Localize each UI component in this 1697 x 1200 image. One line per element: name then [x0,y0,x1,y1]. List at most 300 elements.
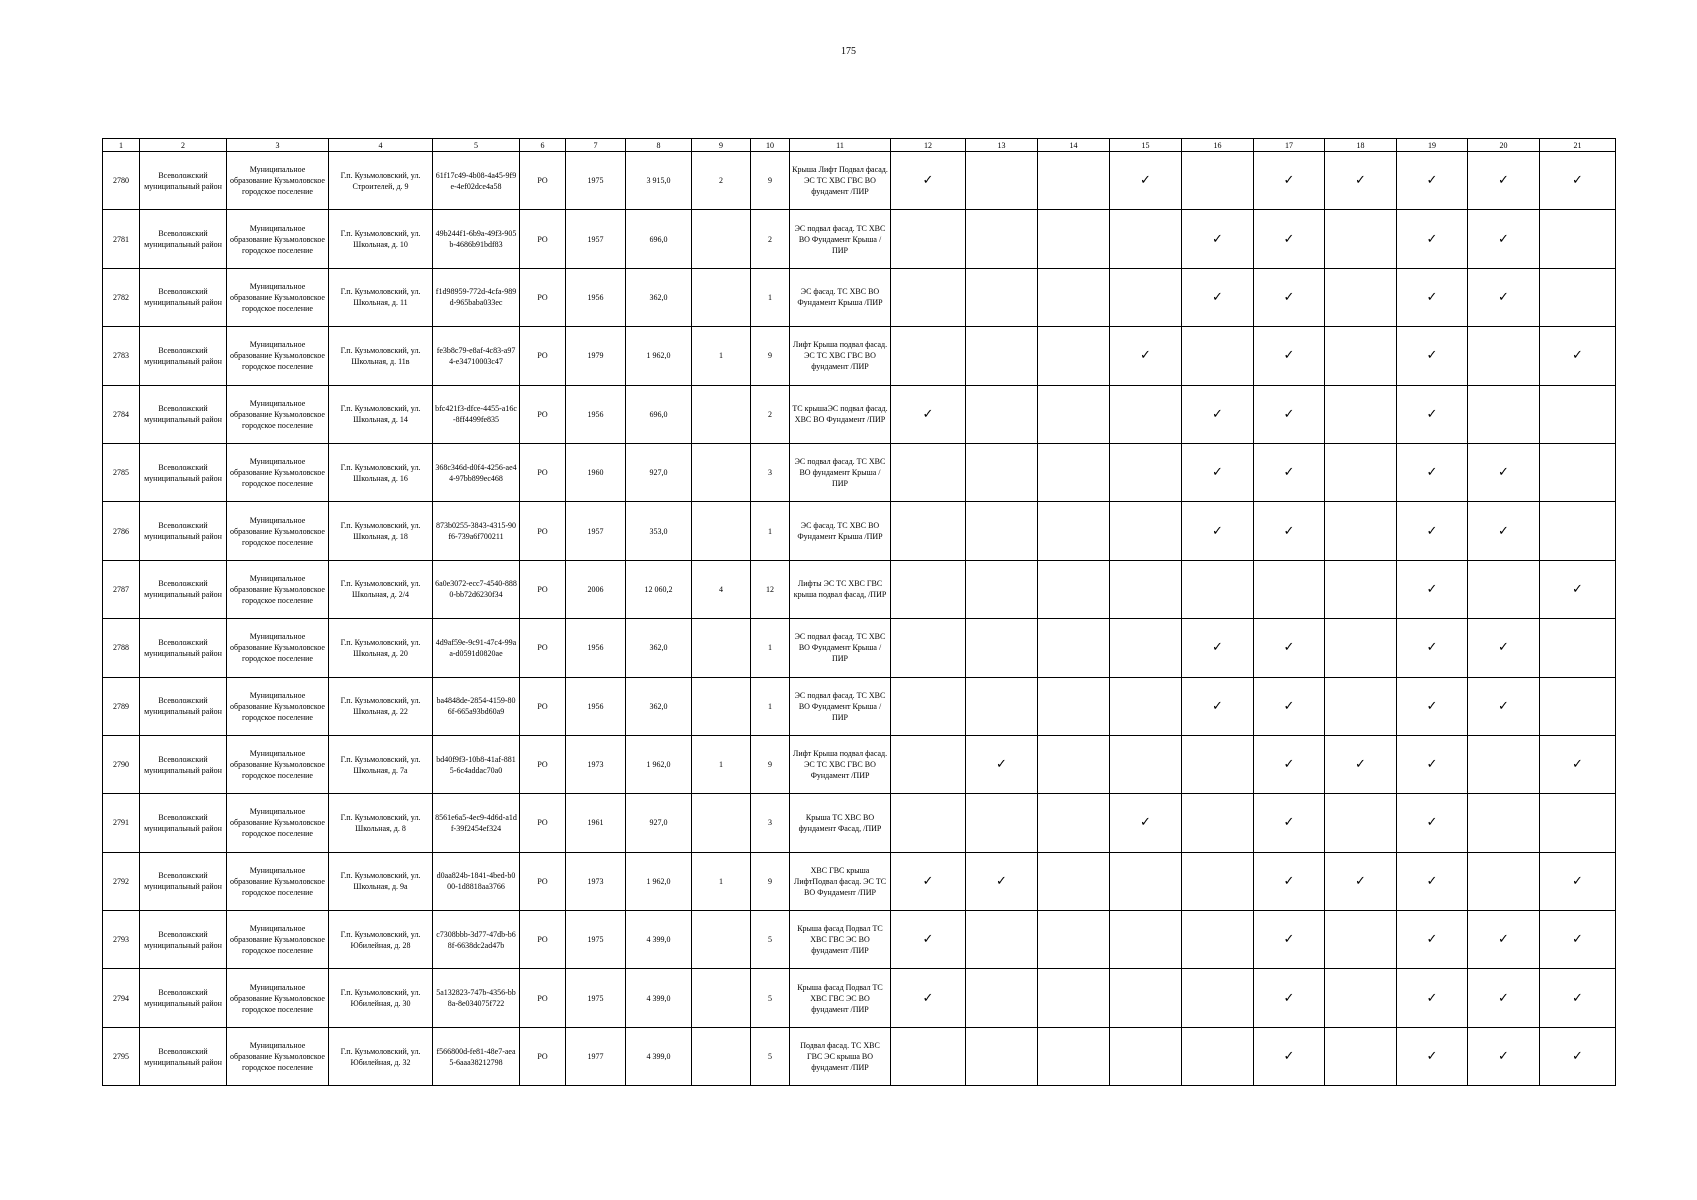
check-mark-icon: ✓ [1254,735,1325,793]
column-header-14: 14 [1038,139,1110,152]
empty-cell [1110,852,1182,910]
table-row [103,911,1616,969]
empty-cell [891,327,966,385]
col9-cell [692,502,751,560]
check-mark-icon: ✓ [1254,1027,1325,1085]
guid-cell: ba4848de-2854-4159-806f-665a93bd60a9 [433,677,520,735]
empty-cell [1540,210,1616,268]
empty-cell [1468,385,1540,443]
empty-cell [1325,327,1397,385]
area-cell: 1 962,0 [626,735,692,793]
col9-cell [692,794,751,852]
empty-cell [966,327,1038,385]
empty-cell [1110,443,1182,501]
year-cell: 1973 [566,852,626,910]
check-mark-icon: ✓ [1468,502,1540,560]
works-cell: ЭС фасад. ТС ХВС ВО Фундамент Крыша /ПИР [790,268,891,326]
type-cell: РО [520,852,566,910]
area-cell: 3 915,0 [626,152,692,210]
row-number: 2781 [103,210,140,268]
table-row [103,735,1616,793]
type-cell: РО [520,152,566,210]
type-cell: РО [520,677,566,735]
empty-cell [966,969,1038,1027]
col9-cell [692,210,751,268]
table-body [103,152,1616,1086]
check-mark-icon: ✓ [1254,210,1325,268]
empty-cell [1038,1027,1110,1085]
empty-cell [1110,911,1182,969]
municipality-cell: Муниципальное образование Кузьмоловское городское поселение [227,1027,329,1085]
empty-cell [1254,560,1325,618]
district-cell: Всеволожский муниципальный район [140,619,227,677]
empty-cell [1110,677,1182,735]
works-cell: ЭС фасад. ТС ХВС ВО Фундамент Крыша /ПИР [790,502,891,560]
col10-cell: 2 [751,385,790,443]
empty-cell [891,619,966,677]
address-cell: Г.п. Кузьмоловский, ул. Школьная, д. 7а [329,735,433,793]
empty-cell [1110,969,1182,1027]
check-mark-icon: ✓ [1110,794,1182,852]
address-cell: Г.п. Кузьмоловский, ул. Школьная, д. 11 [329,268,433,326]
check-mark-icon: ✓ [1397,327,1468,385]
empty-cell [1110,210,1182,268]
district-cell: Всеволожский муниципальный район [140,210,227,268]
check-mark-icon: ✓ [1254,327,1325,385]
guid-cell: fe3b8c79-e8af-4c83-a974-e34710003c47 [433,327,520,385]
empty-cell [1468,852,1540,910]
area-cell: 927,0 [626,443,692,501]
table-row [103,677,1616,735]
municipality-cell: Муниципальное образование Кузьмоловское городское поселение [227,502,329,560]
table-row [103,969,1616,1027]
address-cell: Г.п. Кузьмоловский, ул. Школьная, д. 22 [329,677,433,735]
year-cell: 1975 [566,911,626,969]
empty-cell [1038,560,1110,618]
area-cell: 1 962,0 [626,852,692,910]
type-cell: РО [520,735,566,793]
municipality-cell: Муниципальное образование Кузьмоловское городское поселение [227,794,329,852]
column-header-17: 17 [1254,139,1325,152]
empty-cell [1182,794,1254,852]
column-header-15: 15 [1110,139,1182,152]
check-mark-icon: ✓ [1254,794,1325,852]
col10-cell: 5 [751,911,790,969]
empty-cell [1325,385,1397,443]
col9-cell [692,911,751,969]
year-cell: 1979 [566,327,626,385]
year-cell: 1956 [566,268,626,326]
guid-cell: f566800d-fe81-48e7-aea5-6aaa38212798 [433,1027,520,1085]
table-row [103,443,1616,501]
area-cell: 362,0 [626,268,692,326]
check-mark-icon: ✓ [1397,385,1468,443]
col9-cell: 1 [692,735,751,793]
empty-cell [891,268,966,326]
municipality-cell: Муниципальное образование Кузьмоловское городское поселение [227,619,329,677]
empty-cell [1182,852,1254,910]
area-cell: 696,0 [626,385,692,443]
check-mark-icon: ✓ [1397,677,1468,735]
empty-cell [1038,852,1110,910]
col10-cell: 1 [751,268,790,326]
check-mark-icon: ✓ [1540,969,1616,1027]
empty-cell [1038,152,1110,210]
year-cell: 1975 [566,969,626,1027]
empty-cell [966,385,1038,443]
col9-cell: 1 [692,327,751,385]
check-mark-icon: ✓ [1540,1027,1616,1085]
empty-cell [966,677,1038,735]
check-mark-icon: ✓ [891,852,966,910]
check-mark-icon: ✓ [891,969,966,1027]
year-cell: 1956 [566,385,626,443]
district-cell: Всеволожский муниципальный район [140,852,227,910]
check-mark-icon: ✓ [1468,969,1540,1027]
guid-cell: 4d9af59e-9c91-47c4-99aa-d0591d0820ae [433,619,520,677]
empty-cell [1110,560,1182,618]
check-mark-icon: ✓ [1468,268,1540,326]
type-cell: РО [520,619,566,677]
district-cell: Всеволожский муниципальный район [140,677,227,735]
works-cell: Крыша фасад Подвал ТС ХВС ГВС ЭС ВО фундамент /ПИР [790,911,891,969]
empty-cell [1540,677,1616,735]
works-cell: Крыша фасад Подвал ТС ХВС ГВС ЭС ВО фундамент /ПИР [790,969,891,1027]
check-mark-icon: ✓ [1325,852,1397,910]
district-cell: Всеволожский муниципальный район [140,794,227,852]
check-mark-icon: ✓ [1468,443,1540,501]
table-row [103,794,1616,852]
year-cell: 1961 [566,794,626,852]
works-cell: Крыша Лифт Подвал фасад. ЭС ТС ХВС ГВС ВО фундамент /ПИР [790,152,891,210]
row-number: 2793 [103,911,140,969]
address-cell: Г.п. Кузьмоловский, ул. Строителей, д. 9 [329,152,433,210]
col10-cell: 9 [751,327,790,385]
row-number: 2791 [103,794,140,852]
col10-cell: 5 [751,1027,790,1085]
empty-cell [891,677,966,735]
check-mark-icon: ✓ [1397,210,1468,268]
municipality-cell: Муниципальное образование Кузьмоловское городское поселение [227,735,329,793]
empty-cell [1325,969,1397,1027]
type-cell: РО [520,911,566,969]
check-mark-icon: ✓ [1182,619,1254,677]
column-header-3: 3 [227,139,329,152]
year-cell: 1977 [566,1027,626,1085]
empty-cell [1110,1027,1182,1085]
row-number: 2784 [103,385,140,443]
empty-cell [966,794,1038,852]
check-mark-icon: ✓ [1468,911,1540,969]
check-mark-icon: ✓ [1254,911,1325,969]
check-mark-icon: ✓ [1254,443,1325,501]
check-mark-icon: ✓ [1397,1027,1468,1085]
guid-cell: d0aa824b-1841-4bed-b000-1d8818aa3766 [433,852,520,910]
empty-cell [1325,619,1397,677]
row-number: 2785 [103,443,140,501]
table-row [103,210,1616,268]
col10-cell: 1 [751,619,790,677]
municipality-cell: Муниципальное образование Кузьмоловское городское поселение [227,677,329,735]
table-row [103,327,1616,385]
empty-cell [1325,794,1397,852]
empty-cell [1038,385,1110,443]
year-cell: 1956 [566,677,626,735]
guid-cell: 6a0e3072-ecc7-4540-8880-bb72d6230f34 [433,560,520,618]
row-number: 2783 [103,327,140,385]
area-cell: 1 962,0 [626,327,692,385]
check-mark-icon: ✓ [1468,677,1540,735]
empty-cell [1110,502,1182,560]
row-number: 2790 [103,735,140,793]
table-row [103,268,1616,326]
address-cell: Г.п. Кузьмоловский, ул. Школьная, д. 14 [329,385,433,443]
empty-cell [1325,268,1397,326]
col10-cell: 3 [751,794,790,852]
guid-cell: bfc421f3-dfce-4455-a16c-8ff4499fe835 [433,385,520,443]
check-mark-icon: ✓ [1397,619,1468,677]
empty-cell [1038,210,1110,268]
check-mark-icon: ✓ [1254,502,1325,560]
col9-cell [692,268,751,326]
column-header-7: 7 [566,139,626,152]
check-mark-icon: ✓ [1254,677,1325,735]
guid-cell: f1d98959-772d-4cfa-989d-965baba033ec [433,268,520,326]
empty-cell [1325,677,1397,735]
check-mark-icon: ✓ [891,911,966,969]
empty-cell [1038,443,1110,501]
check-mark-icon: ✓ [1110,152,1182,210]
row-number: 2795 [103,1027,140,1085]
check-mark-icon: ✓ [1397,268,1468,326]
check-mark-icon: ✓ [1397,560,1468,618]
col9-cell [692,1027,751,1085]
col9-cell [692,619,751,677]
col10-cell: 1 [751,677,790,735]
type-cell: РО [520,560,566,618]
guid-cell: c7308bbb-3d77-47db-b68f-6638dc2ad47b [433,911,520,969]
address-cell: Г.п. Кузьмоловский, ул. Юбилейная, д. 28 [329,911,433,969]
empty-cell [891,210,966,268]
check-mark-icon: ✓ [1540,560,1616,618]
empty-cell [1038,969,1110,1027]
column-header-19: 19 [1397,139,1468,152]
empty-cell [1038,677,1110,735]
table-row [103,852,1616,910]
empty-cell [1468,735,1540,793]
municipality-cell: Муниципальное образование Кузьмоловское городское поселение [227,268,329,326]
district-cell: Всеволожский муниципальный район [140,1027,227,1085]
empty-cell [1325,443,1397,501]
empty-cell [966,210,1038,268]
check-mark-icon: ✓ [1182,210,1254,268]
area-cell: 362,0 [626,677,692,735]
col10-cell: 12 [751,560,790,618]
col10-cell: 1 [751,502,790,560]
works-cell: ЭС подвал фасад. ТС ХВС ВО Фундамент Крыша /ПИР [790,210,891,268]
row-number: 2787 [103,560,140,618]
col9-cell: 4 [692,560,751,618]
guid-cell: 49b244f1-6b9a-49f3-905b-4686b91bdf83 [433,210,520,268]
col9-cell [692,385,751,443]
row-number: 2794 [103,969,140,1027]
empty-cell [1325,502,1397,560]
registry-table [102,138,1616,1086]
column-header-11: 11 [790,139,891,152]
empty-cell [1540,443,1616,501]
check-mark-icon: ✓ [1254,619,1325,677]
empty-cell [1038,794,1110,852]
check-mark-icon: ✓ [1397,969,1468,1027]
municipality-cell: Муниципальное образование Кузьмоловское городское поселение [227,327,329,385]
column-header-13: 13 [966,139,1038,152]
column-header-6: 6 [520,139,566,152]
type-cell: РО [520,210,566,268]
empty-cell [966,560,1038,618]
year-cell: 1960 [566,443,626,501]
municipality-cell: Муниципальное образование Кузьмоловское городское поселение [227,152,329,210]
address-cell: Г.п. Кузьмоловский, ул. Школьная, д. 8 [329,794,433,852]
municipality-cell: Муниципальное образование Кузьмоловское городское поселение [227,443,329,501]
type-cell: РО [520,1027,566,1085]
address-cell: Г.п. Кузьмоловский, ул. Школьная, д. 11в [329,327,433,385]
table-row [103,152,1616,210]
year-cell: 1975 [566,152,626,210]
column-header-21: 21 [1540,139,1616,152]
check-mark-icon: ✓ [1468,1027,1540,1085]
empty-cell [966,268,1038,326]
col10-cell: 9 [751,152,790,210]
page-number: 175 [841,46,856,57]
empty-cell [1182,911,1254,969]
empty-cell [1038,268,1110,326]
address-cell: Г.п. Кузьмоловский, ул. Школьная, д. 16 [329,443,433,501]
empty-cell [1110,735,1182,793]
empty-cell [1182,327,1254,385]
municipality-cell: Муниципальное образование Кузьмоловское городское поселение [227,911,329,969]
empty-cell [1468,327,1540,385]
empty-cell [966,619,1038,677]
check-mark-icon: ✓ [1182,502,1254,560]
works-cell: Крыша ТС ХВС ВО фундамент Фасад, /ПИР [790,794,891,852]
municipality-cell: Муниципальное образование Кузьмоловское городское поселение [227,385,329,443]
check-mark-icon: ✓ [1325,152,1397,210]
empty-cell [966,911,1038,969]
empty-cell [1038,911,1110,969]
check-mark-icon: ✓ [1397,794,1468,852]
check-mark-icon: ✓ [1397,735,1468,793]
column-header-18: 18 [1325,139,1397,152]
check-mark-icon: ✓ [1540,852,1616,910]
year-cell: 1956 [566,619,626,677]
guid-cell: 61f17c49-4b08-4a45-9f9e-4ef02dce4a58 [433,152,520,210]
municipality-cell: Муниципальное образование Кузьмоловское городское поселение [227,210,329,268]
column-header-16: 16 [1182,139,1254,152]
check-mark-icon: ✓ [1254,852,1325,910]
address-cell: Г.п. Кузьмоловский, ул. Школьная, д. 2/4 [329,560,433,618]
district-cell: Всеволожский муниципальный район [140,385,227,443]
table-row [103,502,1616,560]
check-mark-icon: ✓ [1325,735,1397,793]
district-cell: Всеволожский муниципальный район [140,911,227,969]
empty-cell [891,560,966,618]
col10-cell: 2 [751,210,790,268]
column-header-2: 2 [140,139,227,152]
works-cell: ТС крышаЭС подвал фасад. ХВС ВО Фундамент /ПИР [790,385,891,443]
type-cell: РО [520,385,566,443]
check-mark-icon: ✓ [1254,268,1325,326]
municipality-cell: Муниципальное образование Кузьмоловское городское поселение [227,969,329,1027]
col9-cell [692,443,751,501]
check-mark-icon: ✓ [1254,969,1325,1027]
check-mark-icon: ✓ [1540,735,1616,793]
works-cell: ХВС ГВС крыша ЛифтПодвал фасад. ЭС ТС ВО Фундамент /ПИР [790,852,891,910]
municipality-cell: Муниципальное образование Кузьмоловское городское поселение [227,852,329,910]
table-row [103,1027,1616,1085]
col10-cell: 3 [751,443,790,501]
type-cell: РО [520,327,566,385]
check-mark-icon: ✓ [1468,210,1540,268]
works-cell: Лифты ЭС ТС ХВС ГВС крыша подвал фасад, /ПИР [790,560,891,618]
works-cell: Лифт Крыша подвал фасад. ЭС ТС ХВС ГВС ВО фундамент /ПИР [790,327,891,385]
check-mark-icon: ✓ [1182,268,1254,326]
check-mark-icon: ✓ [1397,152,1468,210]
empty-cell [1182,969,1254,1027]
column-header-1: 1 [103,139,140,152]
row-number: 2788 [103,619,140,677]
works-cell: ЭС подвал фасад. ТС ХВС ВО Фундамент Крыша /ПИР [790,619,891,677]
year-cell: 1973 [566,735,626,793]
check-mark-icon: ✓ [1254,385,1325,443]
empty-cell [1182,1027,1254,1085]
year-cell: 1957 [566,502,626,560]
guid-cell: 5a132823-747b-4356-bb8a-8e034075f722 [433,969,520,1027]
check-mark-icon: ✓ [1397,852,1468,910]
empty-cell [1325,210,1397,268]
district-cell: Всеволожский муниципальный район [140,560,227,618]
empty-cell [1540,385,1616,443]
empty-cell [1110,268,1182,326]
area-cell: 4 399,0 [626,1027,692,1085]
column-header-5: 5 [433,139,520,152]
empty-cell [891,502,966,560]
row-number: 2792 [103,852,140,910]
check-mark-icon: ✓ [1182,443,1254,501]
empty-cell [966,1027,1038,1085]
check-mark-icon: ✓ [1468,619,1540,677]
district-cell: Всеволожский муниципальный район [140,152,227,210]
guid-cell: 873b0255-3843-4315-90f6-739a6f700211 [433,502,520,560]
empty-cell [1038,327,1110,385]
col10-cell: 5 [751,969,790,1027]
district-cell: Всеволожский муниципальный район [140,327,227,385]
row-number: 2786 [103,502,140,560]
type-cell: РО [520,443,566,501]
address-cell: Г.п. Кузьмоловский, ул. Юбилейная, д. 32 [329,1027,433,1085]
check-mark-icon: ✓ [1468,152,1540,210]
district-cell: Всеволожский муниципальный район [140,268,227,326]
empty-cell [966,443,1038,501]
column-header-10: 10 [751,139,790,152]
column-number-row [103,139,1616,152]
empty-cell [891,1027,966,1085]
check-mark-icon: ✓ [1254,152,1325,210]
col9-cell [692,969,751,1027]
area-cell: 4 399,0 [626,969,692,1027]
check-mark-icon: ✓ [891,152,966,210]
district-cell: Всеволожский муниципальный район [140,443,227,501]
empty-cell [1038,619,1110,677]
